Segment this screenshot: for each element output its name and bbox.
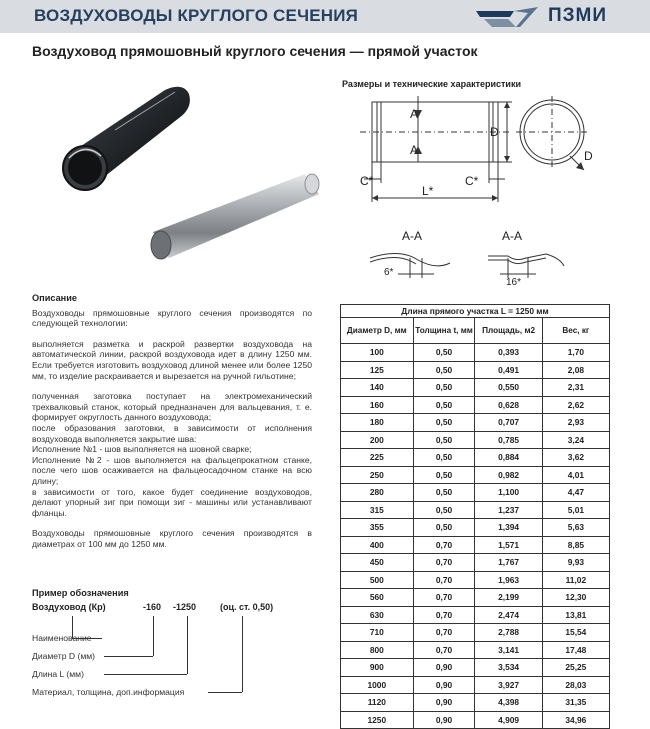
header-bar	[0, 0, 650, 33]
cell-weight: 2,31	[542, 379, 609, 397]
cell-weight: 2,93	[542, 414, 609, 432]
cell-thickness: 0,90	[413, 711, 475, 729]
cell-thickness: 0,90	[413, 694, 475, 712]
table-row	[341, 519, 610, 537]
cell-weight: 3,24	[542, 431, 609, 449]
cell-diameter: 800	[341, 641, 414, 659]
code-name: Воздуховод (Кр)	[32, 602, 106, 612]
table-row	[341, 694, 610, 712]
table-row	[341, 536, 610, 554]
cell-thickness: 0,50	[413, 361, 475, 379]
cell-thickness: 0,70	[413, 536, 475, 554]
cell-area: 3,927	[475, 676, 542, 694]
table-row	[341, 501, 610, 519]
cell-thickness: 0,50	[413, 519, 475, 537]
cell-diameter: 315	[341, 501, 414, 519]
cell-area: 1,100	[475, 484, 542, 502]
cell-diameter: 900	[341, 659, 414, 677]
legend-length: Длина L (мм)	[32, 669, 84, 679]
leader-line	[153, 616, 154, 656]
cell-weight: 1,70	[542, 344, 609, 362]
cell-diameter: 180	[341, 414, 414, 432]
cell-diameter: 200	[341, 431, 414, 449]
description-heading: Описание	[32, 293, 77, 303]
cell-weight: 4,47	[542, 484, 609, 502]
cell-area: 0,491	[475, 361, 542, 379]
cell-thickness: 0,90	[413, 676, 475, 694]
page-title: Воздуховод прямошовный круглого сечения — прямой участок	[32, 43, 478, 59]
label-d-circle: D	[584, 149, 593, 163]
table-row	[341, 431, 610, 449]
cell-weight: 11,02	[542, 571, 609, 589]
table-row	[341, 711, 610, 729]
spec-table-body	[341, 344, 610, 729]
cell-weight: 25,25	[542, 659, 609, 677]
cell-diameter: 1250	[341, 711, 414, 729]
cell-diameter: 1120	[341, 694, 414, 712]
description-paragraph: полученная заготовка поступает на электромеханический трехвалковый станок, который предназначен для вальцевания, т. е. формирует округлость данного воздуховода;	[32, 391, 312, 423]
cell-diameter: 355	[341, 519, 414, 537]
label-a-bottom: A	[410, 143, 419, 157]
leader-line	[104, 656, 153, 657]
legend-name: Наименование	[32, 633, 92, 643]
cell-area: 2,474	[475, 606, 542, 624]
cell-weight: 2,08	[542, 361, 609, 379]
table-row	[341, 361, 610, 379]
table-row	[341, 344, 610, 362]
cell-thickness: 0,70	[413, 641, 475, 659]
example-heading: Пример обозначения	[32, 588, 129, 598]
cell-diameter: 1000	[341, 676, 414, 694]
spec-table	[340, 304, 610, 729]
description-paragraph: Воздуховоды прямошовные круглого сечения производятся по следующей технологии:	[32, 307, 312, 329]
cell-weight: 17,48	[542, 641, 609, 659]
cell-area: 1,394	[475, 519, 542, 537]
cell-diameter: 250	[341, 466, 414, 484]
cell-weight: 13,81	[542, 606, 609, 624]
cell-diameter: 125	[341, 361, 414, 379]
code-diameter: -160	[143, 602, 162, 612]
cell-thickness: 0,50	[413, 414, 475, 432]
technical-drawing	[340, 88, 610, 288]
cell-weight: 28,03	[542, 676, 609, 694]
cell-weight: 3,62	[542, 449, 609, 467]
legend-diameter: Диаметр D (мм)	[32, 651, 96, 661]
cell-area: 0,550	[475, 379, 542, 397]
cell-thickness: 0,50	[413, 501, 475, 519]
table-row	[341, 414, 610, 432]
cell-weight: 31,35	[542, 694, 609, 712]
leader-line	[187, 616, 188, 674]
table-header-weight: Вес, кг	[542, 318, 609, 344]
description-paragraph: выполняется разметка и раскрой развертки воздуховода на автоматической линии, раскрой воздуховода идет в длину 1250 мм. Если требуется изготовить воздуховод длиной менее или более 1250 мм, то изделие раскраивается и вырезается на ручной гильотине;	[32, 338, 312, 381]
cell-area: 0,628	[475, 396, 542, 414]
spec-heading: Размеры и технические характеристики	[342, 79, 522, 89]
cell-weight: 15,54	[542, 624, 609, 642]
cell-area: 1,571	[475, 536, 542, 554]
table-row	[341, 484, 610, 502]
company-logo[interactable]	[476, 5, 626, 29]
legend-material: Материал, толщина, доп.информация	[32, 687, 185, 697]
cell-thickness: 0,50	[413, 484, 475, 502]
table-row	[341, 571, 610, 589]
label-c-left: C*	[360, 174, 374, 188]
cell-area: 0,982	[475, 466, 542, 484]
cell-weight: 8,85	[542, 536, 609, 554]
logo-mark-icon	[476, 5, 546, 29]
cell-weight: 5,01	[542, 501, 609, 519]
description-paragraph: после образования заготовки, в зависимости от исполнения воздуховода выполняется закрытие шва:	[32, 422, 312, 444]
cell-area: 2,788	[475, 624, 542, 642]
description-paragraph: в зависимости от того, какое будет соединение воздуховодов, делают упорный зиг при помощи зиг - машины или устанавливают фланцы.	[32, 486, 312, 518]
table-row	[341, 466, 610, 484]
table-row	[341, 589, 610, 607]
cell-weight: 4,01	[542, 466, 609, 484]
duct-photo-light-image	[145, 170, 325, 265]
cell-area: 0,707	[475, 414, 542, 432]
cell-area: 0,884	[475, 449, 542, 467]
cell-thickness: 0,50	[413, 466, 475, 484]
seam-dim-2: 16*	[506, 277, 522, 288]
cell-area: 3,534	[475, 659, 542, 677]
cell-area: 0,393	[475, 344, 542, 362]
cell-weight: 5,63	[542, 519, 609, 537]
cell-area: 3,141	[475, 641, 542, 659]
table-row	[341, 624, 610, 642]
cell-area: 1,767	[475, 554, 542, 572]
label-a-top: A	[410, 107, 419, 121]
cell-diameter: 630	[341, 606, 414, 624]
cell-diameter: 140	[341, 379, 414, 397]
cell-area: 0,785	[475, 431, 542, 449]
cell-area: 4,909	[475, 711, 542, 729]
label-l: L*	[422, 184, 434, 198]
leader-line	[104, 674, 187, 675]
table-row	[341, 659, 610, 677]
code-material: (оц. ст. 0,50)	[220, 602, 274, 612]
cell-diameter: 225	[341, 449, 414, 467]
description-paragraph: Воздуховоды прямошовные круглого сечения производятся в диаметрах от 100 мм до 1250 мм.	[32, 528, 312, 549]
table-row	[341, 606, 610, 624]
seam-dim-1: 6*	[384, 267, 394, 278]
cell-diameter: 450	[341, 554, 414, 572]
table-header-thickness: Толщина t, мм	[413, 318, 475, 344]
cell-thickness: 0,50	[413, 379, 475, 397]
table-row	[341, 379, 610, 397]
cell-area: 4,398	[475, 694, 542, 712]
cell-diameter: 100	[341, 344, 414, 362]
description-paragraph: Исполнение №1 - шов выполняется на шовной сварке;	[32, 444, 252, 455]
cell-weight: 12,30	[542, 589, 609, 607]
label-d-side: D	[490, 125, 499, 139]
cell-thickness: 0,70	[413, 606, 475, 624]
label-c-right: C*	[465, 174, 479, 188]
section-a-2-label: A-A	[502, 229, 523, 243]
cell-thickness: 0,50	[413, 431, 475, 449]
cell-area: 1,963	[475, 571, 542, 589]
cell-weight: 9,93	[542, 554, 609, 572]
code-length: -1250	[173, 602, 197, 612]
cell-thickness: 0,50	[413, 396, 475, 414]
description-block	[32, 293, 312, 549]
cell-weight: 2,62	[542, 396, 609, 414]
cell-thickness: 0,70	[413, 571, 475, 589]
description-paragraph: Исполнение №2 - шов выполняется на фальцепрокатном станке, после чего шов осаживается на фальцеосадочном станке на всю длину;	[32, 454, 312, 486]
cell-thickness: 0,70	[413, 554, 475, 572]
cell-diameter: 560	[341, 589, 414, 607]
table-caption: Длина прямого участка L = 1250 мм	[341, 305, 610, 318]
cell-thickness: 0,70	[413, 624, 475, 642]
cell-area: 2,199	[475, 589, 542, 607]
cell-diameter: 500	[341, 571, 414, 589]
table-row	[341, 554, 610, 572]
cell-thickness: 0,70	[413, 589, 475, 607]
section-a-1-label: A-A	[402, 229, 423, 243]
table-header-area: Площадь, м2	[475, 318, 542, 344]
cell-diameter: 160	[341, 396, 414, 414]
leader-line	[208, 692, 242, 693]
table-row	[341, 396, 610, 414]
cell-area: 1,237	[475, 501, 542, 519]
cell-thickness: 0,90	[413, 659, 475, 677]
leader-line	[242, 616, 243, 692]
table-header-diameter: Диаметр D, мм	[341, 318, 414, 344]
cell-diameter: 710	[341, 624, 414, 642]
table-row	[341, 449, 610, 467]
header-title: ВОЗДУХОВОДЫ КРУГЛОГО СЕЧЕНИЯ	[34, 6, 359, 25]
cell-weight: 34,96	[542, 711, 609, 729]
cell-diameter: 400	[341, 536, 414, 554]
logo-text: ПЗМИ	[548, 5, 608, 26]
table-row	[341, 641, 610, 659]
table-row	[341, 676, 610, 694]
cell-thickness: 0,50	[413, 344, 475, 362]
cell-diameter: 280	[341, 484, 414, 502]
cell-thickness: 0,50	[413, 449, 475, 467]
